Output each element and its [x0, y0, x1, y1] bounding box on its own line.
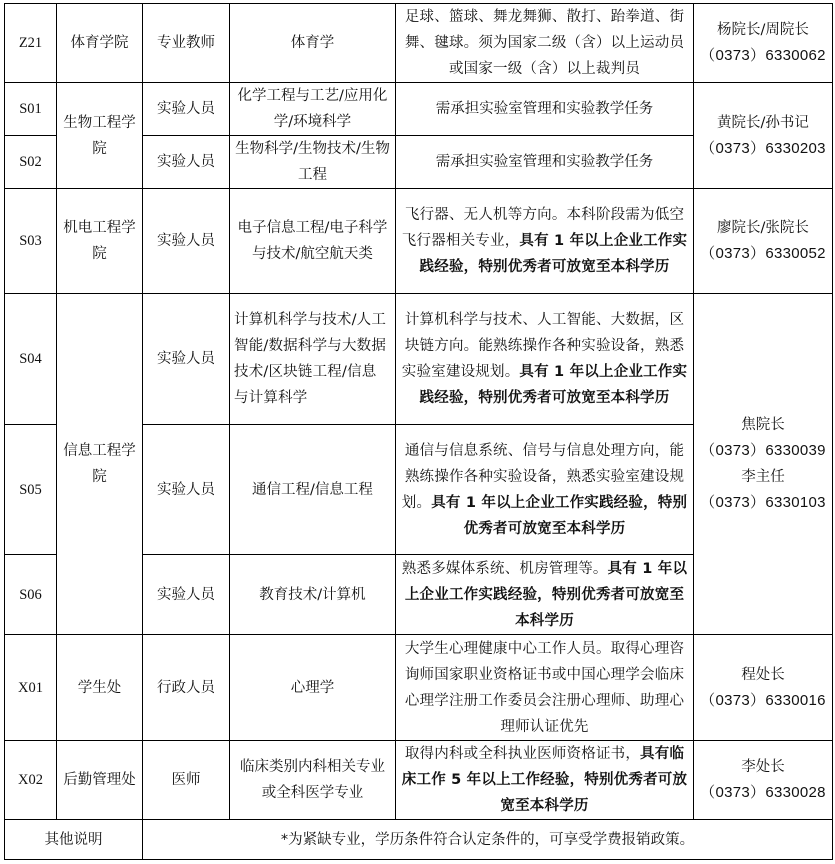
table-row [5, 294, 833, 425]
other-requirement [396, 555, 694, 635]
contact-phone: （0373）6330028 [700, 784, 826, 801]
requirement-emphasis: 具有 1 年以上企业工作实践经验，特别优秀者可放宽至本科学历 [419, 364, 688, 406]
unit-name: 后勤管理处 [57, 741, 143, 820]
major-requirement: 电子信息工程/电子科学与技术/航空航天类 [230, 189, 396, 294]
contact-cell [694, 83, 833, 189]
contact-phone: （0373）6330039 [700, 442, 826, 459]
table-row [5, 83, 833, 136]
position-title: 实验人员 [143, 136, 230, 189]
other-requirement [396, 635, 694, 741]
position-code: X01 [5, 635, 57, 741]
contact-name: 杨院长/周院长 [717, 22, 809, 38]
table-row [5, 4, 833, 83]
position-title: 专业教师 [143, 4, 230, 83]
footer-note: *为紧缺专业，学历条件符合认定条件的，可享受学费报销政策。 [143, 820, 833, 860]
position-code: S01 [5, 83, 57, 136]
contact-phone: （0373）6330062 [700, 47, 826, 64]
contact-name: 廖院长/张院长 [717, 220, 809, 236]
contact-name: 焦院长 [741, 417, 785, 433]
major-requirement: 心理学 [230, 635, 396, 741]
other-requirement [396, 4, 694, 83]
major-requirement: 临床类别内科相关专业或全科医学专业 [230, 741, 396, 820]
position-title: 实验人员 [143, 294, 230, 425]
contact-cell [694, 741, 833, 820]
position-code: S02 [5, 136, 57, 189]
major-requirement: 化学工程与工艺/应用化学/环境科学 [230, 83, 396, 136]
contact-name: 李处长 [741, 759, 785, 775]
contact-phone: （0373）6330052 [700, 245, 826, 262]
footer-row [5, 820, 833, 860]
requirement-text: 飞行器、无人机等方向。本科阶段需为低空飞行器相关专业， [401, 207, 685, 249]
other-requirement [396, 189, 694, 294]
major-requirement: 计算机科学与技术/人工智能/数据科学与大数据技术/区块链工程/信息与计算科学 [230, 294, 396, 425]
table-row [5, 189, 833, 294]
requirement-emphasis: 具有临床工作 5 年以上工作经验，特别优秀者可放宽至本科学历 [401, 746, 688, 814]
unit-name: 生物工程学院 [57, 83, 143, 189]
contact-cell [694, 4, 833, 83]
requirement-emphasis: 具有 1 年以上企业工作实践经验，特别优秀者可放宽至本科学历 [404, 560, 688, 629]
other-requirement: 需承担实验室管理和实验教学任务 [396, 83, 694, 136]
recruitment-table [4, 3, 833, 860]
table-row [5, 741, 833, 820]
contact-phone: （0373）6330016 [700, 691, 826, 709]
position-title: 实验人员 [143, 555, 230, 635]
position-code: S06 [5, 555, 57, 635]
requirement-text: 通信与信息系统、信号与信息处理方向，能熟练操作各种实验设备，熟悉实验室建设规划。 [401, 442, 685, 511]
position-code: S04 [5, 294, 57, 425]
requirement-text: 大学生心理健康中心工作人员。取得心理咨询师国家职业资格证书或中国心理学会临床心理学注册工作委员会注册心理师、助理心理师认证优先 [404, 640, 685, 735]
position-title: 实验人员 [143, 83, 230, 136]
position-title: 实验人员 [143, 189, 230, 294]
contact-name: 黄院长/孙书记 [717, 114, 809, 131]
position-code: S03 [5, 189, 57, 294]
contact-cell [694, 294, 833, 635]
position-code: Z21 [5, 4, 57, 83]
position-title: 实验人员 [143, 425, 230, 555]
unit-name: 信息工程学院 [57, 294, 143, 635]
major-requirement: 教育技术/计算机 [230, 555, 396, 635]
other-requirement: 需承担实验室管理和实验教学任务 [396, 136, 694, 189]
unit-name: 学生处 [57, 635, 143, 741]
contact-cell [694, 189, 833, 294]
major-requirement: 生物科学/生物技术/生物工程 [230, 136, 396, 189]
footer-label: 其他说明 [5, 820, 143, 860]
requirement-text: 取得内科或全科执业医师资格证书， [404, 746, 641, 762]
major-requirement: 体育学 [230, 4, 396, 83]
contact-phone: （0373）6330203 [700, 139, 826, 157]
other-requirement [396, 741, 694, 820]
major-requirement: 通信工程/信息工程 [230, 425, 396, 555]
other-requirement [396, 294, 694, 425]
other-requirement [396, 425, 694, 555]
unit-name: 机电工程学院 [57, 189, 143, 294]
requirement-text: 足球、篮球、舞龙舞狮、散打、跆拳道、街舞、毽球。须为国家二级（含）以上运动员或国家一级（含）以上裁判员 [404, 9, 685, 77]
requirement-emphasis: 具有 1 年以上企业工作实践经验，特别优秀者可放宽至本科学历 [431, 494, 688, 537]
requirement-text: 熟悉多媒体系统、机房管理等。 [401, 560, 608, 577]
requirement-text: 计算机科学与技术、人工智能、大数据，区块链方向。能熟练操作各种实验设备，熟悉实验室建设规划。 [401, 312, 685, 380]
contact-name: 李主任 [741, 469, 785, 485]
position-title: 医师 [143, 741, 230, 820]
position-code: S05 [5, 425, 57, 555]
table-row [5, 635, 833, 741]
unit-name: 体育学院 [57, 4, 143, 83]
contact-name: 程处长 [741, 666, 785, 683]
requirement-emphasis: 具有 1 年以上企业工作实践经验，特别优秀者可放宽至本科学历 [419, 233, 688, 275]
position-code: X02 [5, 741, 57, 820]
contact-phone: （0373）6330103 [700, 494, 826, 511]
contact-cell [694, 635, 833, 741]
position-title: 行政人员 [143, 635, 230, 741]
